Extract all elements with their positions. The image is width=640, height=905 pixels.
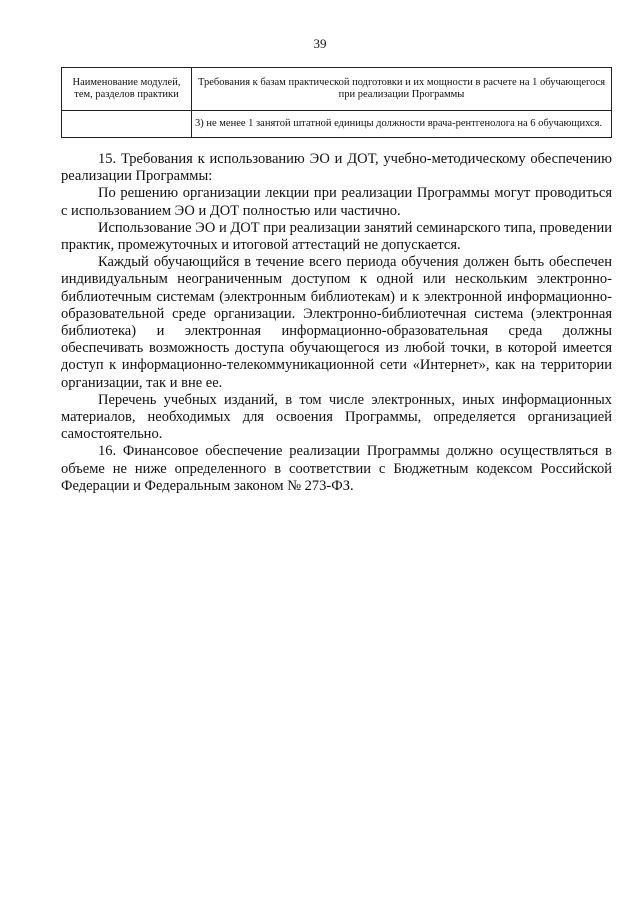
paragraph-lectures: По решению организации лекции при реализации Программы могут проводиться с использованием ЭО и ДОТ полностью или частично. (61, 185, 612, 219)
document-body (61, 151, 612, 495)
requirements-table (61, 67, 612, 138)
paragraph-section-16-finance: 16. Финансовое обеспечение реализации Программы должно осуществляться в объеме не ниже определенного в соответствии с Бюджетным кодексом Российской Федерации и Федеральным законом № 273-ФЗ. (61, 443, 612, 494)
table-header-requirements: Требования к базам практической подготовки и их мощности в расчете на 1 обучающегося при реализации Программы (192, 68, 612, 111)
table-header-row (62, 68, 612, 111)
table-cell-requirement: 3) не менее 1 занятой штатной единицы должности врача-рентгенолога на 6 обучающихся. (192, 111, 612, 138)
paragraph-section-15-title: 15. Требования к использованию ЭО и ДОТ, учебно-методическому обеспечению реализации Программы: (61, 151, 612, 185)
paragraph-seminars: Использование ЭО и ДОТ при реализации занятий семинарского типа, проведении практик, промежуточных и итоговой аттестаций не допускается. (61, 219, 612, 254)
paragraph-library-access: Каждый обучающийся в течение всего периода обучения должен быть обеспечен индивидуальным неограниченным доступом к одной или нескольким электронно-библиотечным системам (электронным библиотекам) и к электронной информационно-образовательной среде организации. Электронно-библиотечная система (электронная библиотека) и электронная информационно-образовательная среда должны обеспечивать возможность доступа обучающегося из любой точки, в которой имеется доступ к информационно-телекоммуникационной сети «Интернет», как на территории организации, так и вне ее. (61, 254, 612, 391)
table-header-modules: Наименование модулей, тем, разделов практики (62, 68, 192, 111)
table-cell-module (62, 111, 192, 138)
table-row (62, 111, 612, 138)
page-number: 39 (313, 36, 327, 51)
paragraph-materials-list: Перечень учебных изданий, в том числе электронных, иных информационных материалов, необходимых для освоения Программы, определяется организацией самостоятельно. (61, 391, 612, 443)
